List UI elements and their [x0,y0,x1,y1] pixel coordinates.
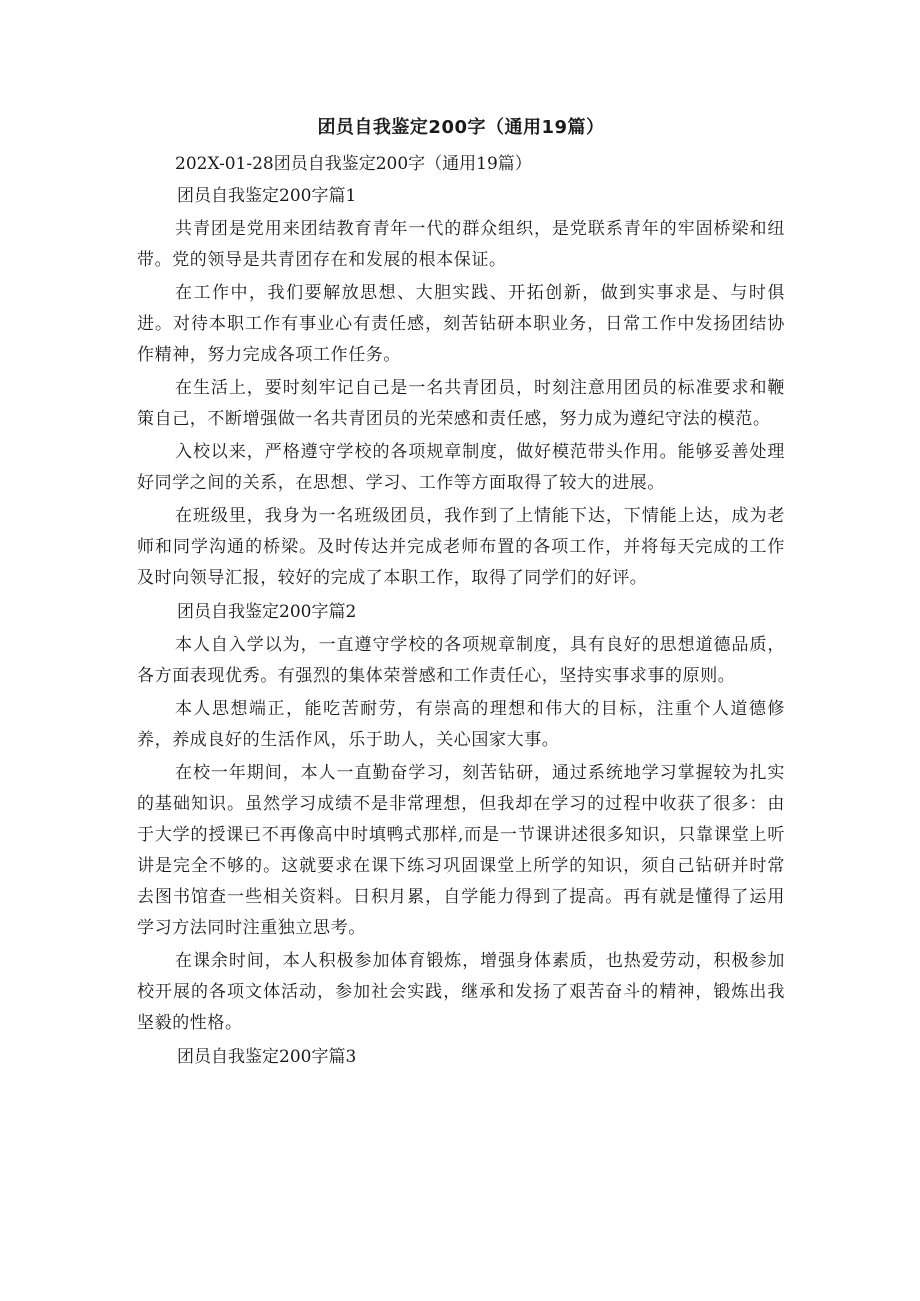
paragraph: 在班级里，我身为一名班级团员，我作到了上情能下达，下情能上达，成为老师和同学沟通的桥梁。及时传达并完成老师布置的各项工作，并将每天完成的工作及时向领导汇报，较好的完成了本职工作，取得了同学们的好评。 [137,506,785,588]
paragraph: 在生活上，要时刻牢记自己是一名共青团员，时刻注意用团员的标准要求和鞭策自己，不断增强做一名共青团员的光荣感和责任感，努力成为遵纪守法的模范。 [137,378,785,429]
section-heading: 团员自我鉴定200字篇1 [177,186,357,206]
section-heading: 团员自我鉴定200字篇3 [177,1047,357,1067]
section-3 [137,1043,785,1071]
paragraph: 在课余时间，本人积极参加体育锻炼，增强身体素质，也热爱劳动，积极参加校开展的各项文体活动，参加社会实践，继承和发扬了艰苦奋斗的精神，锻炼出我坚毅的性格。 [137,951,785,1033]
document-page [137,114,785,1075]
section-1 [137,182,785,594]
paragraph: 在工作中，我们要解放思想、大胆实践、开拓创新，做到实事求是、与时俱进。对待本职工作有事业心有责任感，刻苦钻研本职业务，日常工作中发扬团结协作精神，努力完成各项工作任务。 [137,283,785,365]
section-2 [137,598,785,1039]
document-title: 团员自我鉴定200字（通用19篇） [317,117,605,138]
paragraph: 本人思想端正，能吃苦耐劳，有崇高的理想和伟大的目标，注重个人道德修养，养成良好的生活作风，乐于助人，关心国家大事。 [137,699,785,750]
paragraph: 共青团是党用来团结教育青年一代的群众组织，是党联系青年的牢固桥梁和纽带。党的领导是共青团存在和发展的根本保证。 [137,219,785,270]
section-heading: 团员自我鉴定200字篇2 [177,602,357,622]
document-date-line: 202X-01-28团员自我鉴定200字（通用19篇） [175,154,532,174]
paragraph: 入校以来，严格遵守学校的各项规章制度，做好模范带头作用。能够妥善处理好同学之间的关系，在思想、学习、工作等方面取得了较大的进展。 [137,442,785,493]
paragraph: 本人自入学以为，一直遵守学校的各项规章制度，具有良好的思想道德品质，各方面表现优秀。有强烈的集体荣誉感和工作责任心，坚持实事求事的原则。 [137,635,785,686]
paragraph: 在校一年期间，本人一直勤奋学习，刻苦钻研，通过系统地学习掌握较为扎实的基础知识。虽然学习成绩不是非常理想，但我却在学习的过程中收获了很多：由于大学的授课已不再像高中时填鸭式那样,而是一节课讲述很多知识，只靠课堂上听讲是完全不够的。这就要求在课下练习巩固课堂上所学的知识，须自己钻研并时常去图书馆查一些相关资料。日积月累，自学能力得到了提高。再有就是懂得了运用学习方法同时注重独立思考。 [137,763,785,938]
